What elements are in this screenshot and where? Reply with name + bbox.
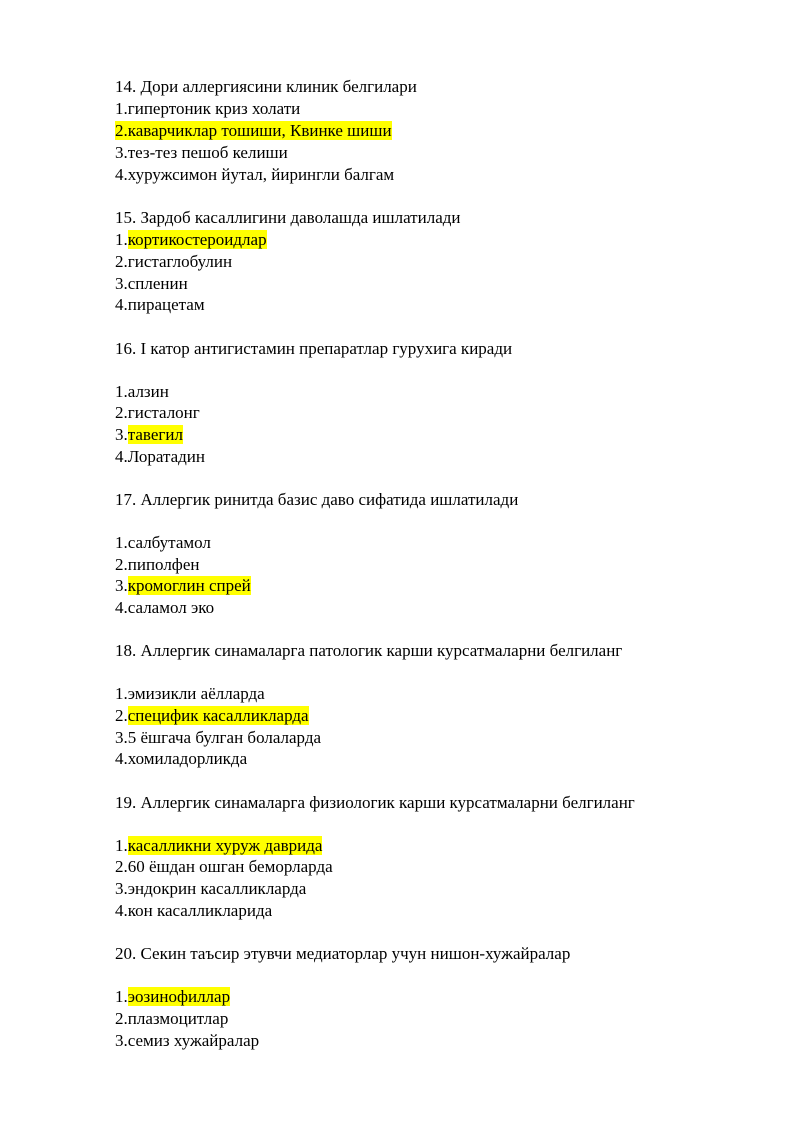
answer-option — [115, 748, 247, 770]
question-14 — [115, 76, 417, 98]
question-18 — [115, 640, 622, 662]
question-text: Зардоб касаллигини даволашда ишлатилади — [140, 208, 461, 227]
answer-option — [115, 1030, 259, 1052]
option-text: эндокрин касалликларда — [127, 879, 307, 898]
option-text: семиз хужайралар — [127, 1031, 260, 1050]
answer-option-highlighted — [115, 986, 230, 1008]
answer-option — [115, 98, 300, 120]
option-text: касалликни хуруж даврида — [127, 836, 323, 855]
option-number: 1. — [115, 533, 128, 552]
option-text: кромоглин спрей — [127, 576, 251, 595]
question-number: 18. — [115, 641, 137, 660]
option-number: 2. — [115, 555, 128, 574]
option-number: 3. — [115, 143, 128, 162]
answer-option — [115, 273, 188, 295]
option-text: пирацетам — [127, 295, 205, 314]
option-number: 4. — [115, 598, 128, 617]
option-text: гистаглобулин — [127, 252, 233, 271]
option-number: 3. — [115, 576, 128, 595]
question-text: Аллергик синамаларга физиологик карши курсатмаларни белгиланг — [140, 793, 635, 812]
answer-option — [115, 683, 265, 705]
answer-option-highlighted — [115, 575, 251, 597]
option-number: 4. — [115, 447, 128, 466]
option-text: саламол эко — [127, 598, 215, 617]
option-text: салбутамол — [127, 533, 211, 552]
option-text: плазмоцитлар — [127, 1009, 229, 1028]
answer-option — [115, 878, 306, 900]
option-text: спленин — [127, 274, 188, 293]
option-text: гипертоник криз холати — [127, 99, 301, 118]
answer-option — [115, 381, 169, 403]
question-text: Аллергик ринитда базис даво сифатида ишлатилади — [140, 490, 519, 509]
question-15 — [115, 207, 461, 229]
option-text: 5 ёшгача булган болаларда — [127, 728, 322, 747]
option-text: эмизикли аёлларда — [127, 684, 265, 703]
question-text: Аллергик синамаларга патологик карши курсатмаларни белгиланг — [140, 641, 623, 660]
question-text: Секин таъсир этувчи медиаторлар учун нишон-хужайралар — [140, 944, 571, 963]
option-number: 3. — [115, 274, 128, 293]
option-number: 2. — [115, 857, 128, 876]
option-number: 4. — [115, 901, 128, 920]
answer-option — [115, 554, 199, 576]
answer-option — [115, 532, 211, 554]
question-16 — [115, 338, 512, 360]
option-number: 1. — [115, 836, 128, 855]
answer-option-highlighted — [115, 424, 183, 446]
option-number: 1. — [115, 382, 128, 401]
option-text: эозинофиллар — [127, 987, 231, 1006]
option-text: каварчиклар тошиши, Квинке шиши — [127, 121, 392, 140]
option-number: 3. — [115, 1031, 128, 1050]
option-number: 3. — [115, 879, 128, 898]
question-number: 16. — [115, 339, 137, 358]
answer-option — [115, 446, 205, 468]
question-number: 19. — [115, 793, 137, 812]
question-number: 14. — [115, 77, 137, 96]
option-text: тавегил — [127, 425, 183, 444]
answer-option — [115, 251, 232, 273]
option-number: 2. — [115, 403, 128, 422]
option-text: кортикостероидлар — [127, 230, 267, 249]
answer-option-highlighted — [115, 835, 322, 857]
question-number: 20. — [115, 944, 137, 963]
answer-option — [115, 142, 288, 164]
answer-option — [115, 402, 200, 424]
option-number: 2. — [115, 252, 128, 271]
answer-option — [115, 727, 321, 749]
option-number: 1. — [115, 684, 128, 703]
option-text: 60 ёшдан ошган беморларда — [127, 857, 333, 876]
question-text: I катор антигистамин препаратлар гурухига киради — [140, 339, 513, 358]
answer-option — [115, 164, 394, 186]
question-19 — [115, 792, 635, 814]
answer-option — [115, 1008, 228, 1030]
option-text: хомиладорликда — [127, 749, 248, 768]
option-number: 4. — [115, 295, 128, 314]
option-text: пиполфен — [127, 555, 200, 574]
answer-option-highlighted — [115, 229, 267, 251]
option-number: 1. — [115, 230, 128, 249]
answer-option — [115, 597, 214, 619]
option-text: хуружсимон йутал, йирингли балгам — [127, 165, 395, 184]
question-20 — [115, 943, 570, 965]
answer-option — [115, 856, 333, 878]
answer-option-highlighted — [115, 120, 392, 142]
option-text: специфик касалликларда — [127, 706, 309, 725]
option-number: 3. — [115, 728, 128, 747]
option-number: 1. — [115, 987, 128, 1006]
option-number: 4. — [115, 749, 128, 768]
question-text: Дори аллергиясини клиник белгилари — [140, 77, 417, 96]
option-text: тез-тез пешоб келиши — [127, 143, 288, 162]
option-number: 2. — [115, 706, 128, 725]
answer-option-highlighted — [115, 705, 309, 727]
option-number: 2. — [115, 1009, 128, 1028]
option-text: гисталонг — [127, 403, 200, 422]
question-17 — [115, 489, 518, 511]
question-number: 15. — [115, 208, 137, 227]
question-number: 17. — [115, 490, 137, 509]
option-text: алзин — [127, 382, 169, 401]
answer-option — [115, 900, 272, 922]
option-number: 4. — [115, 165, 128, 184]
answer-option — [115, 294, 205, 316]
option-number: 2. — [115, 121, 128, 140]
option-number: 3. — [115, 425, 128, 444]
option-text: Лоратадин — [127, 447, 205, 466]
option-number: 1. — [115, 99, 128, 118]
option-text: кон касалликларида — [127, 901, 273, 920]
